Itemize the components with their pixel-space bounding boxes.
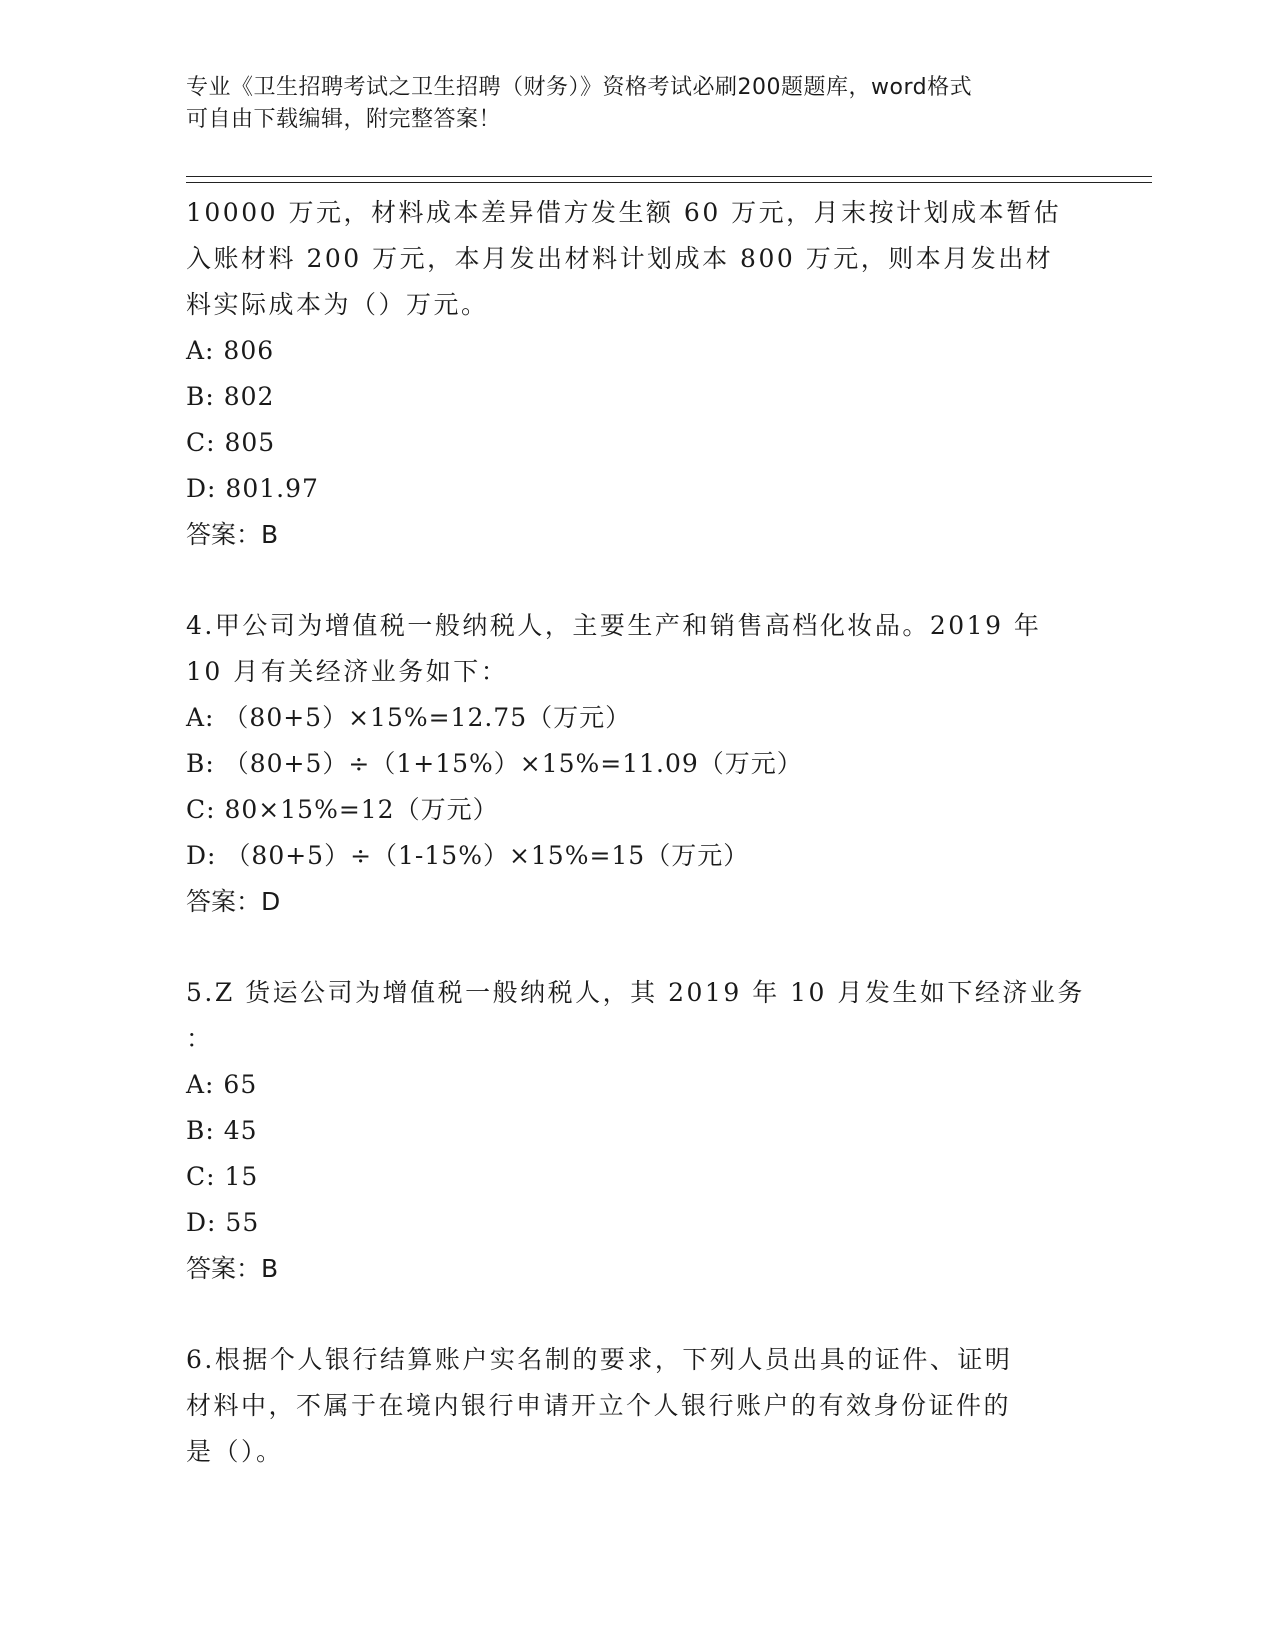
question-spacer (186, 1292, 1086, 1337)
option-a: A: 806 (186, 336, 275, 365)
document-body (186, 190, 1086, 1475)
option-b: B: 45 (186, 1116, 258, 1145)
question-text-line: 入账材料 200 万元，本月发出材料计划成本 800 万元，则本月发出材 (186, 244, 1054, 273)
question-3 (186, 190, 1086, 558)
header-divider-bottom (186, 182, 1152, 183)
question-spacer (186, 558, 1086, 603)
question-text-line: ： (186, 1024, 214, 1053)
answer-label: 答案：B (186, 520, 279, 549)
option-d: D: 55 (186, 1208, 260, 1237)
question-text-line: 6.根据个人银行结算账户实名制的要求，下列人员出具的证件、证明 (186, 1345, 1013, 1374)
question-4 (186, 603, 1086, 925)
question-text-line: 料实际成本为（）万元。 (186, 290, 489, 319)
question-text-line: 10000 万元，材料成本差异借方发生额 60 万元，月末按计划成本暂估 (186, 198, 1062, 227)
option-c: C: 15 (186, 1162, 259, 1191)
option-b: B: 802 (186, 382, 275, 411)
question-spacer (186, 925, 1086, 970)
question-text-line: 材料中，不属于在境内银行申请开立个人银行账户的有效身份证件的 (186, 1391, 1012, 1420)
header-title-line-1: 专业《卫生招聘考试之卫生招聘（财务）》资格考试必刷200题题库，word格式 (186, 75, 973, 100)
header-title-line-2: 可自由下载编辑，附完整答案！ (186, 107, 502, 132)
option-c: C: 80×15%=12（万元） (186, 795, 499, 824)
option-c: C: 805 (186, 428, 276, 457)
option-d: D: 801.97 (186, 474, 319, 503)
option-d: D: （80+5）÷（1-15%）×15%=15（万元） (186, 841, 750, 870)
question-text-line: 10 月有关经济业务如下： (186, 657, 509, 686)
answer-label: 答案：B (186, 1254, 279, 1283)
header-divider-top (186, 176, 1152, 177)
option-b: B: （80+5）÷（1+15%）×15%=11.09（万元） (186, 749, 803, 778)
question-6 (186, 1337, 1086, 1475)
option-a: A: 65 (186, 1070, 258, 1099)
document-header (186, 72, 1086, 136)
question-text-line: 5.Z 货运公司为增值税一般纳税人，其 2019 年 10 月发生如下经济业务 (186, 978, 1085, 1007)
answer-label: 答案：D (186, 887, 281, 916)
option-a: A: （80+5）×15%=12.75（万元） (186, 703, 632, 732)
question-text-line: 4.甲公司为增值税一般纳税人，主要生产和销售高档化妆品。2019 年 (186, 611, 1042, 640)
question-text-line: 是（）。 (186, 1437, 284, 1466)
question-5 (186, 970, 1086, 1292)
